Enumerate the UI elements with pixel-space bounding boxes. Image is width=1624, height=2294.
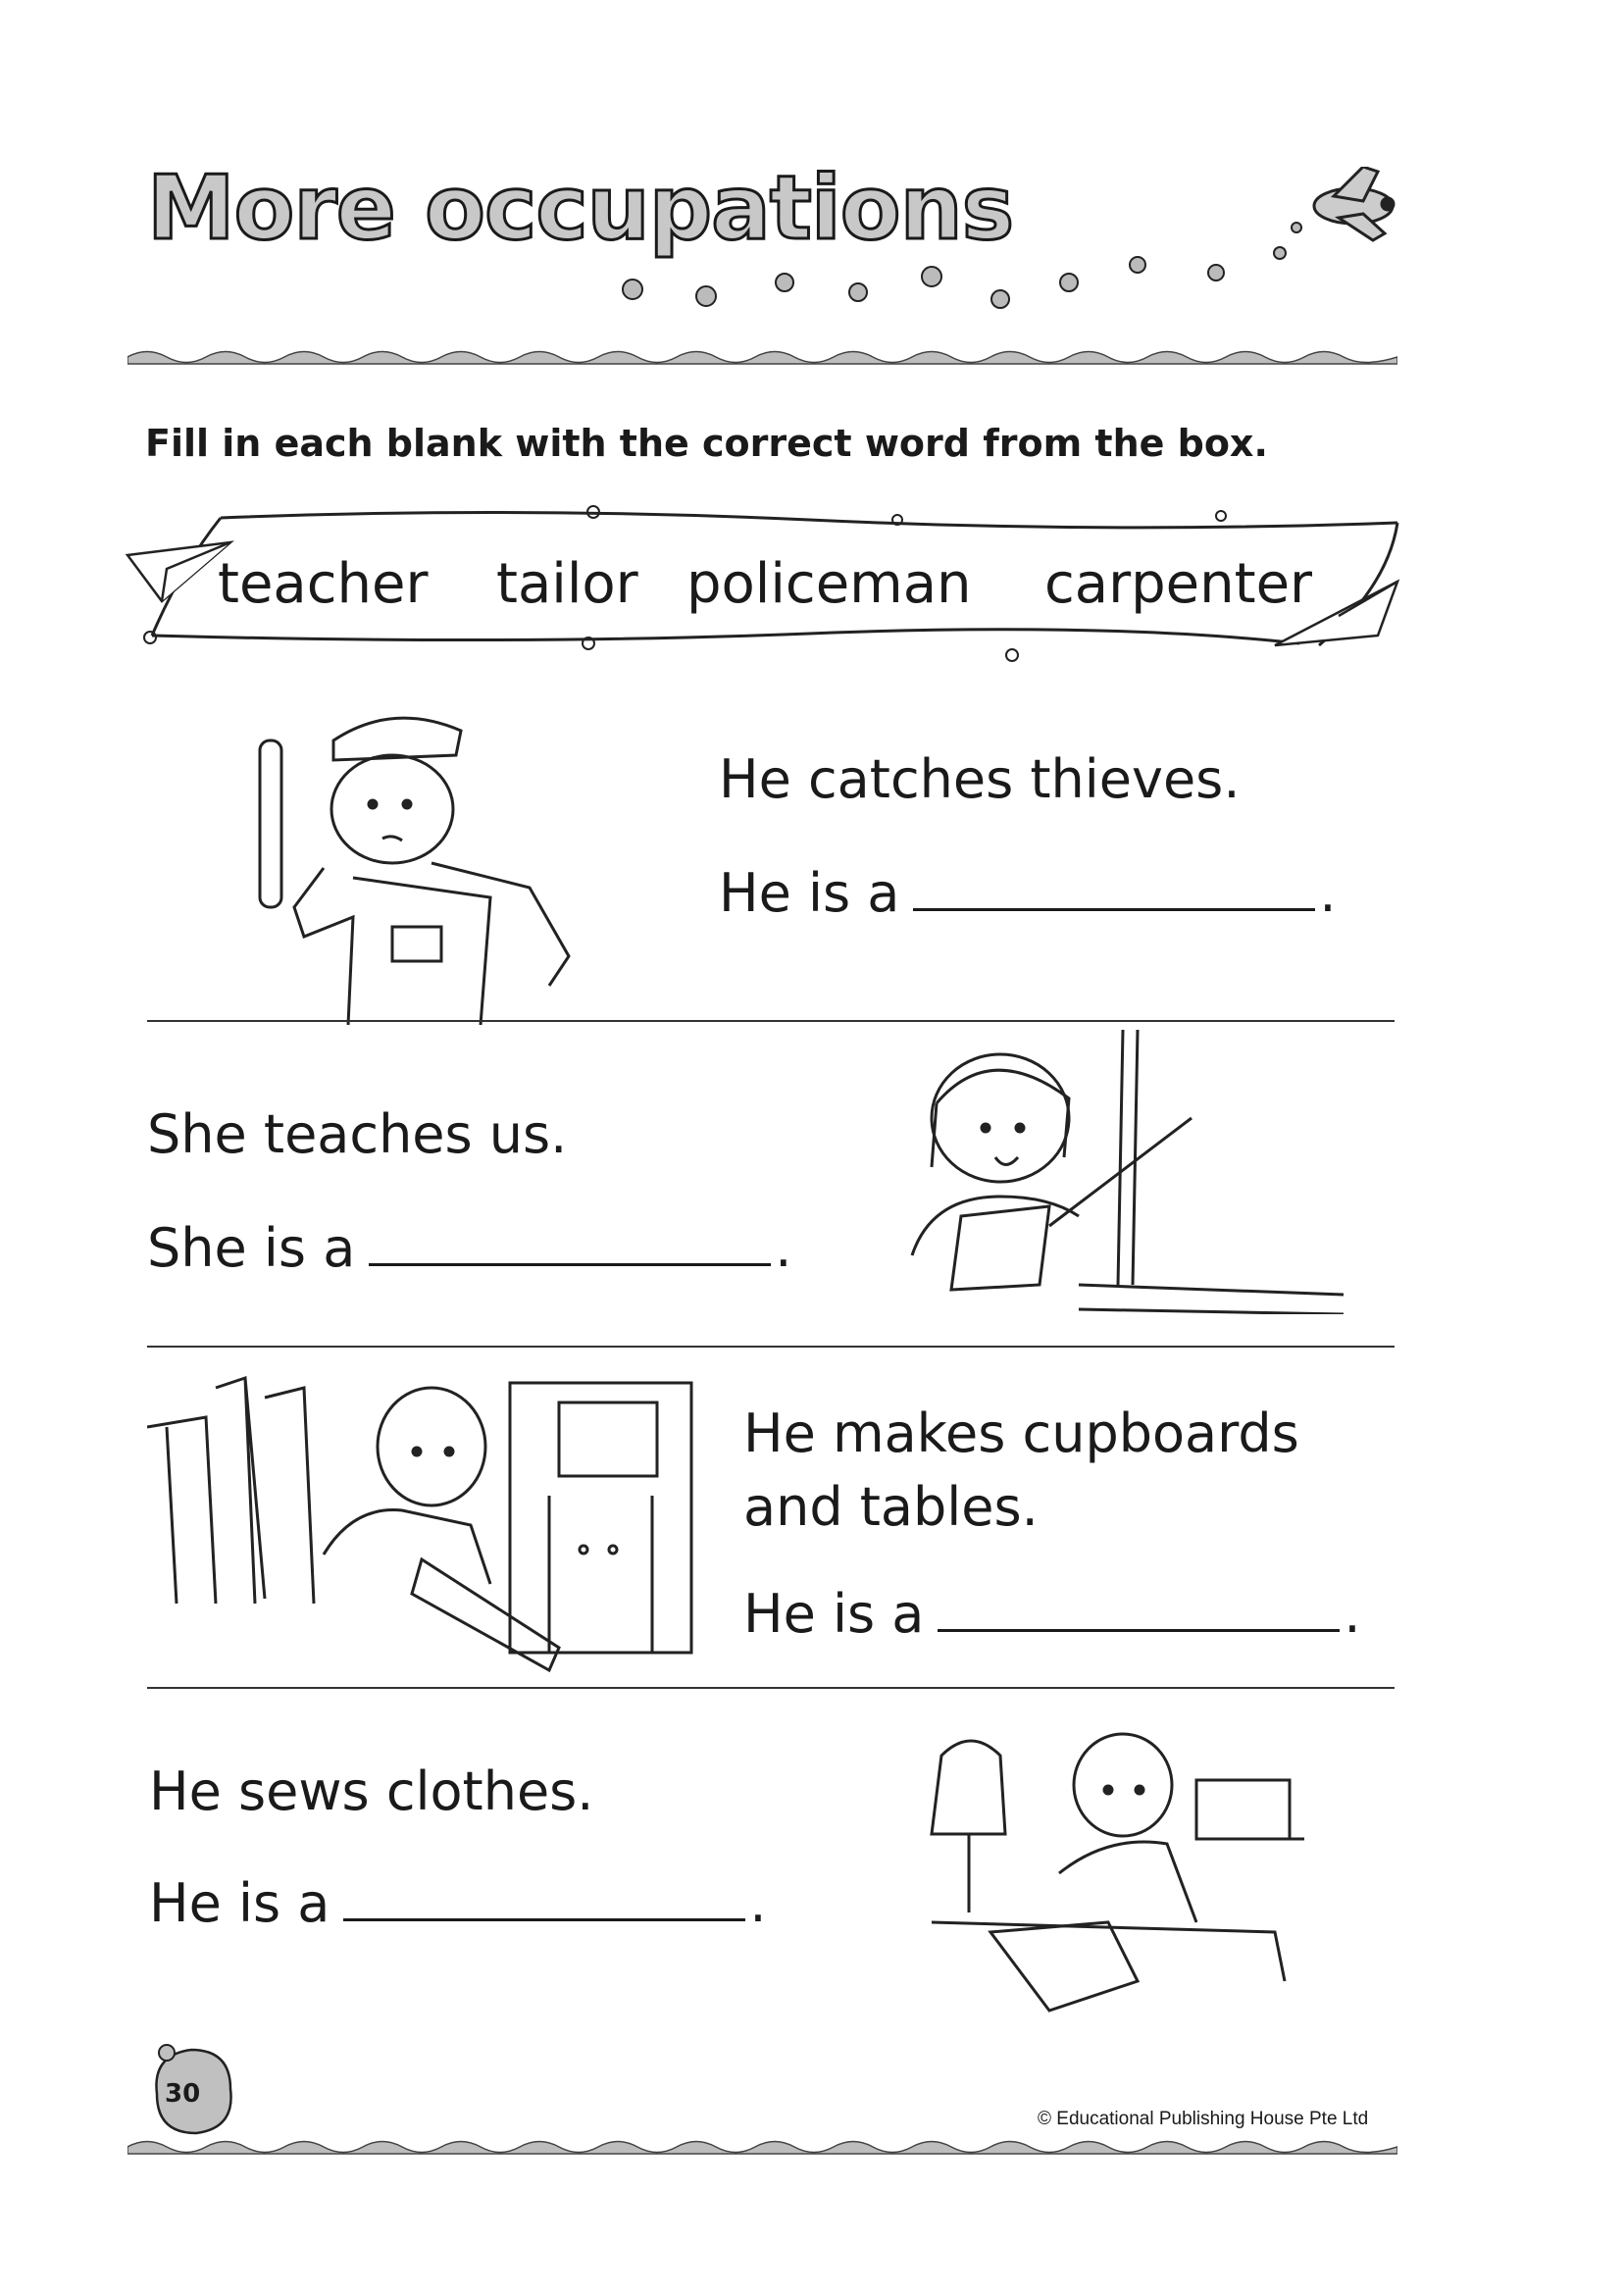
- flower-icon: [623, 223, 1301, 308]
- airplane-flower-trail-decoration: [588, 167, 1412, 324]
- policeman-illustration: [235, 701, 628, 1030]
- question-3-clue: He makes cupboards: [743, 1402, 1299, 1464]
- question-4-prompt: He is a: [149, 1872, 330, 1934]
- question-1-prompt: He is a: [719, 862, 900, 924]
- question-1-period: .: [1319, 862, 1337, 924]
- question-3-blank[interactable]: [938, 1584, 1340, 1632]
- word-option-tailor: tailor: [496, 552, 638, 616]
- question-3-prompt: He is a: [743, 1583, 925, 1645]
- page-number: 30: [165, 2079, 201, 2109]
- question-4-blank[interactable]: [343, 1873, 745, 1921]
- question-2-answer-line: [147, 1217, 792, 1279]
- question-3-period: .: [1344, 1583, 1361, 1645]
- airplane-icon: [1314, 167, 1394, 240]
- question-1-answer-line: [719, 862, 1337, 924]
- question-1-clue: He catches thieves.: [719, 748, 1241, 810]
- question-2-prompt: She is a: [147, 1217, 356, 1279]
- question-2-clue: She teaches us.: [147, 1103, 568, 1165]
- carpenter-illustration: [147, 1358, 706, 1677]
- section-divider: [147, 1687, 1395, 1689]
- word-option-policeman: policeman: [686, 552, 972, 616]
- paper-plane-icon: [127, 542, 230, 601]
- question-4-clue: He sews clothes.: [149, 1760, 594, 1822]
- teacher-illustration: [853, 1030, 1353, 1314]
- top-wavy-border: [127, 346, 1397, 368]
- copyright-footer: © Educational Publishing House Pte Ltd: [1038, 2109, 1369, 2129]
- section-divider: [147, 1346, 1395, 1348]
- section-divider: [147, 1020, 1395, 1022]
- question-2-period: .: [775, 1217, 792, 1279]
- question-1-blank[interactable]: [913, 863, 1315, 911]
- word-option-teacher: teacher: [218, 552, 429, 616]
- question-3-clue-continued: and tables.: [743, 1476, 1039, 1538]
- question-2-blank[interactable]: [369, 1218, 771, 1266]
- question-4-period: .: [749, 1872, 767, 1934]
- word-option-carpenter: carpenter: [1044, 552, 1313, 616]
- page-title: More occupations: [147, 157, 1014, 260]
- question-3-answer-line: [743, 1583, 1361, 1645]
- question-4-answer-line: [149, 1872, 767, 1934]
- bottom-wavy-border: [127, 2136, 1397, 2158]
- instruction-text: Fill in each blank with the correct word from the box.: [145, 422, 1268, 465]
- tailor-illustration: [912, 1726, 1314, 2015]
